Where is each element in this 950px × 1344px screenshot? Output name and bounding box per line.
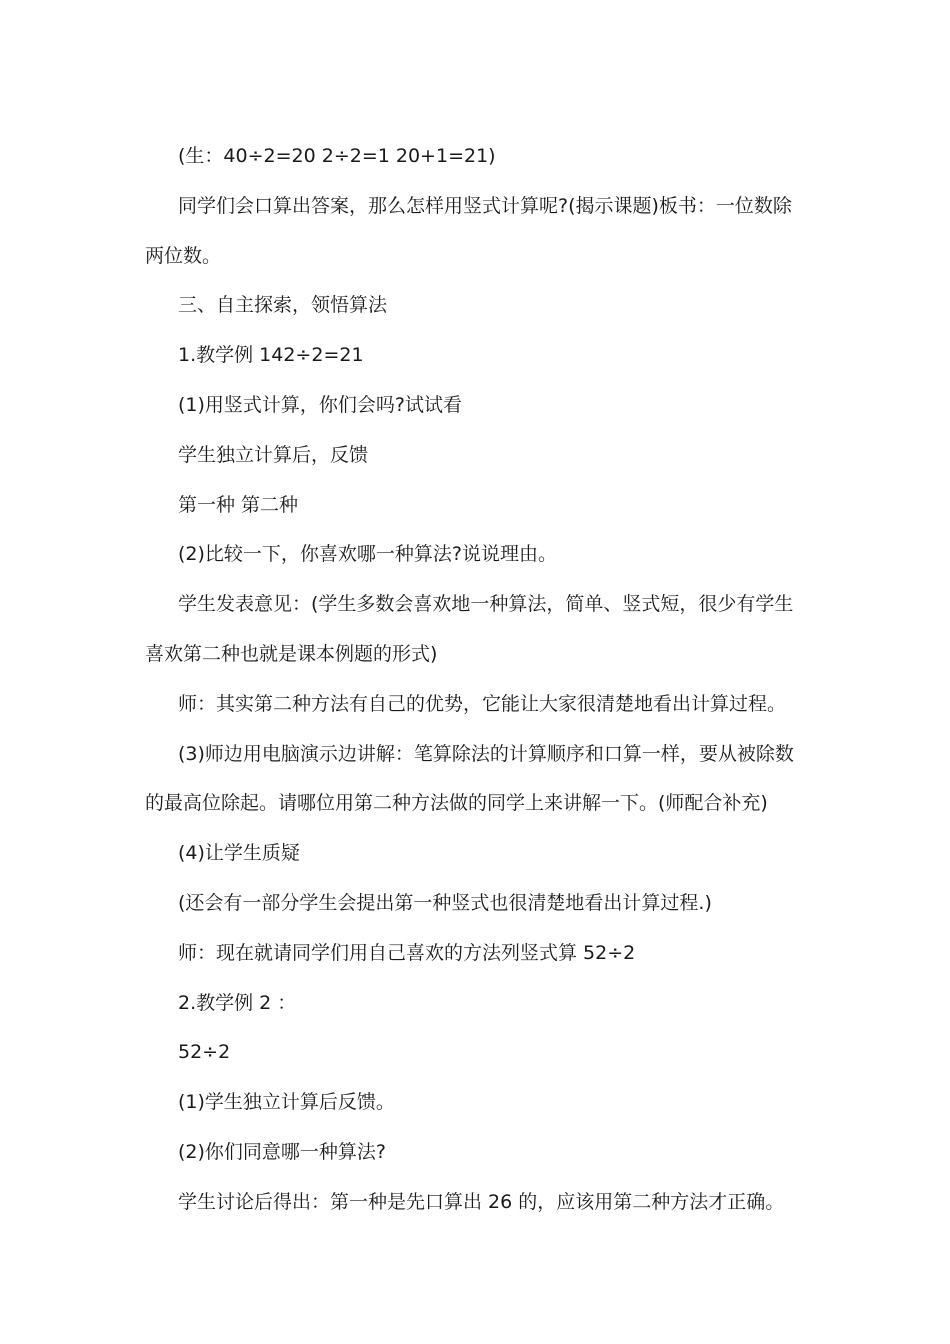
text-line: (还会有一部分学生会提出第一种竖式也很清楚地看出计算过程.) bbox=[178, 891, 712, 914]
text-line: 学生独立计算后，反馈 bbox=[178, 443, 369, 466]
text-line: 学生发表意见：(学生多数会喜欢地一种算法，简单、竖式短，很少有学生 bbox=[178, 593, 794, 616]
document-body bbox=[145, 132, 805, 1228]
section-heading: 三、自主探索，领悟算法 bbox=[178, 294, 388, 317]
text-line: (3)师边用电脑演示边讲解：笔算除法的计算顺序和口算一样，要从被除数 bbox=[178, 742, 794, 765]
text-line: 同学们会口算出答案，那么怎样用竖式计算呢?(揭示课题)板书：一位数除 bbox=[178, 194, 792, 217]
text-line: (2)你们同意哪一种算法? bbox=[178, 1140, 386, 1163]
text-line: 师：现在就请同学们用自己喜欢的方法列竖式算 52÷2 bbox=[178, 941, 636, 964]
text-line: (4)让学生质疑 bbox=[178, 842, 300, 865]
text-line: 52÷2 bbox=[178, 1041, 231, 1064]
text-line: (1)用竖式计算，你们会吗?试试看 bbox=[178, 393, 462, 416]
text-line: 喜欢第二种也就是课本例题的形式) bbox=[145, 642, 438, 665]
text-line: 第一种 第二种 bbox=[178, 493, 299, 516]
text-line: 1.教学例 142÷2=21 bbox=[178, 344, 364, 367]
text-line: 的最高位除起。请哪位用第二种方法做的同学上来讲解一下。(师配合补充) bbox=[145, 792, 768, 815]
text-line: 学生讨论后得出：第一种是先口算出 26 的，应该用第二种方法才正确。 bbox=[178, 1190, 785, 1213]
text-line: (2)比较一下，你喜欢哪一种算法?说说理由。 bbox=[178, 543, 557, 566]
text-line: (生：40÷2=20 2÷2=1 20+1=21) bbox=[178, 145, 496, 167]
text-line: 两位数。 bbox=[145, 244, 222, 267]
text-line: 师：其实第二种方法有自己的优势，它能让大家很清楚地看出计算过程。 bbox=[178, 692, 787, 715]
text-line: 2.教学例 2 ： bbox=[178, 991, 297, 1014]
text-line: (1)学生独立计算后反馈。 bbox=[178, 1091, 395, 1114]
